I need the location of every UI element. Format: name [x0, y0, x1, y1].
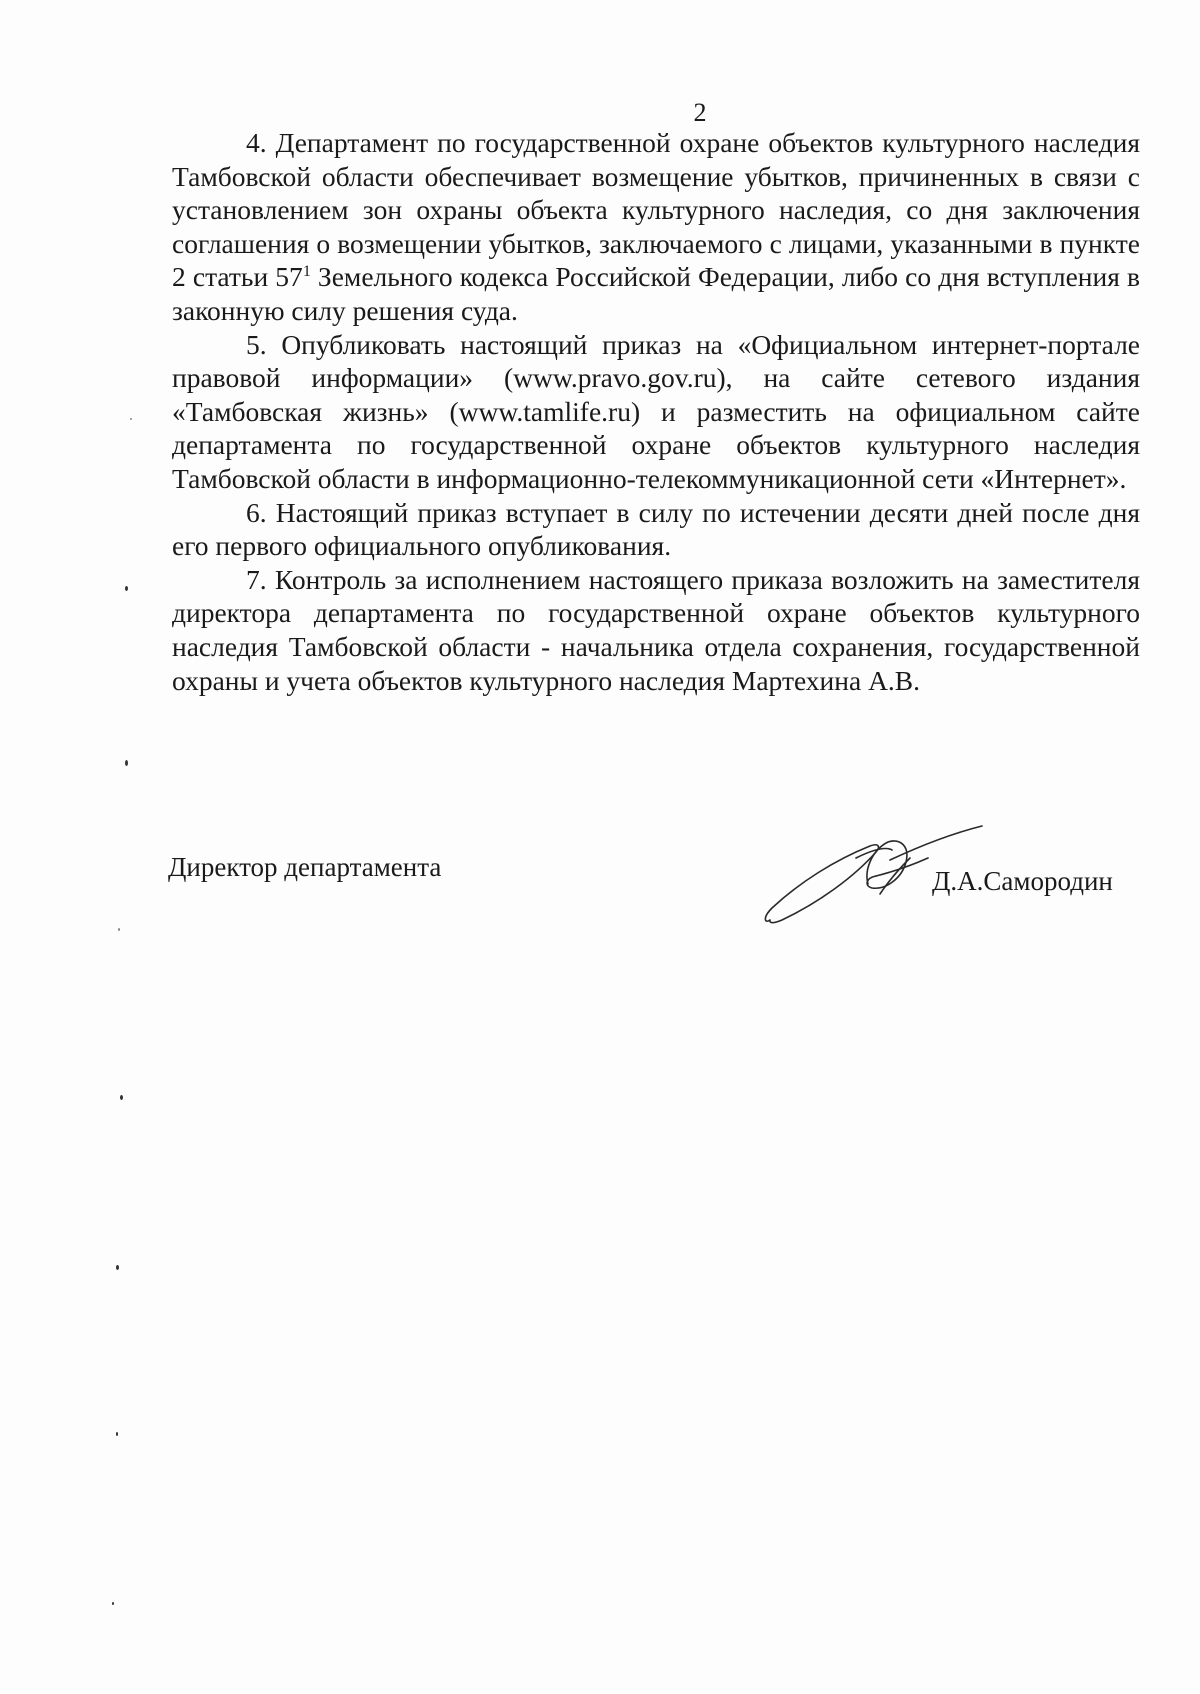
scan-artifact	[125, 586, 128, 591]
scan-artifact	[116, 1432, 118, 1436]
paragraph-4-text-end: Земельного кодекса Российской Федерации, либо со дня вступления в законную силу решения суда.	[172, 261, 1140, 326]
paragraph-6: 6. Настоящий приказ вступает в силу по истечении десяти дней после дня его первого официального опубликования.	[172, 496, 1140, 562]
paragraph-4-text: 4. Департамент по государственной охране объектов культурного наследия Тамбовской области обеспечивает возмещение убытков, причиненных в связи с установлением зон охраны объекта культурного наследия, со дня заключения соглашения о возмещении убытков, заключаемого с лицами, указанными в пункте 2 статьи 57	[172, 127, 1140, 293]
paragraph-5: 5. Опубликовать настоящий приказ на «Официальном интернет-портале правовой информации» (www.pravo.gov.ru), на сайте сетевого издания «Тамбовская жизнь» (www.tamlife.ru) и разместить на официальном сайте департамента по государственной охране объектов культурного наследия Тамбовской области в информационно-телекоммуникационной сети «Интернет».	[172, 328, 1140, 494]
paragraph-7: 7. Контроль за исполнением настоящего приказа возложить на заместителя директора департамента по государственной охране объектов культурного наследия Тамбовской области - начальника отдела сохранения, государственной охраны и учета объектов культурного наследия Мартехина А.В.	[172, 563, 1140, 696]
signatory-title: Директор департамента	[168, 852, 442, 882]
article-superscript: 1	[302, 263, 311, 281]
signatory-name: Д.А.Самородин	[932, 866, 1113, 896]
scan-artifact	[118, 928, 120, 931]
scan-artifact	[120, 1095, 123, 1100]
scan-artifact	[116, 1265, 119, 1270]
scan-artifact	[112, 1602, 114, 1605]
page-number: 2	[693, 98, 707, 127]
scan-artifact	[125, 760, 128, 766]
scan-artifact	[130, 418, 132, 420]
